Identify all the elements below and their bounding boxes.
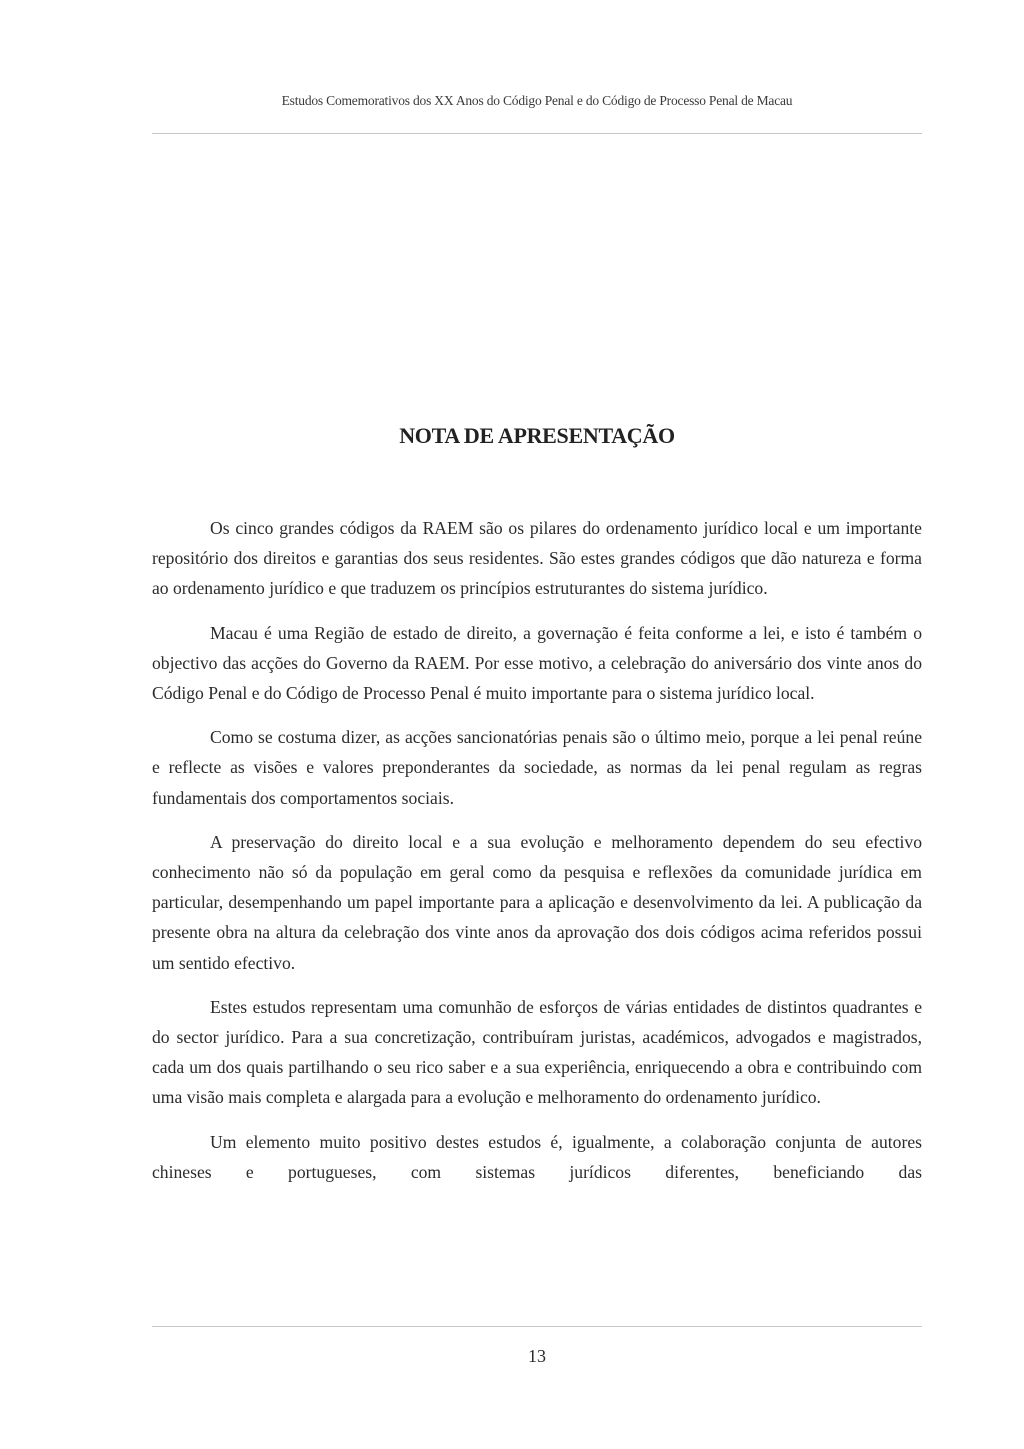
footer-rule <box>152 1326 922 1327</box>
section-title: NOTA DE APRESENTAÇÃO <box>399 422 675 448</box>
running-header: Estudos Comemorativos dos XX Anos do Código Penal e do Código de Processo Penal de Macau <box>281 93 793 108</box>
paragraph: Macau é uma Região de estado de direito, a governação é feita conforme a lei, e isto é também o objectivo das acções do Governo da RAEM. Por esse motivo, a celebração do aniversário dos vinte anos do Código Penal e do Código de Processo Penal é muito importante para o sistema jurídico local. <box>152 622 922 704</box>
paragraph: Um elemento muito positivo destes estudos é, igualmente, a colaboração conjunta de autores chineses e portugueses, com sistemas jurídicos diferentes, beneficiando das <box>152 1131 922 1182</box>
paragraph: A preservação do direito local e a sua evolução e melhoramento dependem do seu efectivo conhecimento não só da população em geral como da pesquisa e reflexões da comunidade jurídica em particular, desempenhando um papel importante para a aplicação e desenvolvimento da lei. A publicação da presente obra na altura da celebração dos vinte anos da aprovação dos dois códigos acima referidos possui um sentido efectivo. <box>152 831 922 973</box>
page-number: 13 <box>528 1346 546 1366</box>
paragraph: Estes estudos representam uma comunhão de esforços de várias entidades de distintos quadrantes e do sector jurídico. Para a sua concretização, contribuíram juristas, académicos, advogados e magistrados, cada um dos quais partilhando o seu rico saber e a sua experiência, enriquecendo a obra e contribuindo com uma visão mais completa e alargada para a evolução e melhoramento do ordenamento jurídico. <box>152 996 922 1108</box>
paragraph: Como se costuma dizer, as acções sancionatórias penais são o último meio, porque a lei penal reúne e reflecte as visões e valores preponderantes da sociedade, as normas da lei penal regulam as regras fundamentais dos comportamentos sociais. <box>152 727 922 808</box>
paragraph: Os cinco grandes códigos da RAEM são os pilares do ordenamento jurídico local e um importante repositório dos direitos e garantias dos seus residentes. São estes grandes códigos que dão natureza e forma ao ordenamento jurídico e que traduzem os princípios estruturantes do sistema jurídico. <box>152 518 922 599</box>
body-text <box>152 513 922 1201</box>
header-rule <box>152 133 922 134</box>
